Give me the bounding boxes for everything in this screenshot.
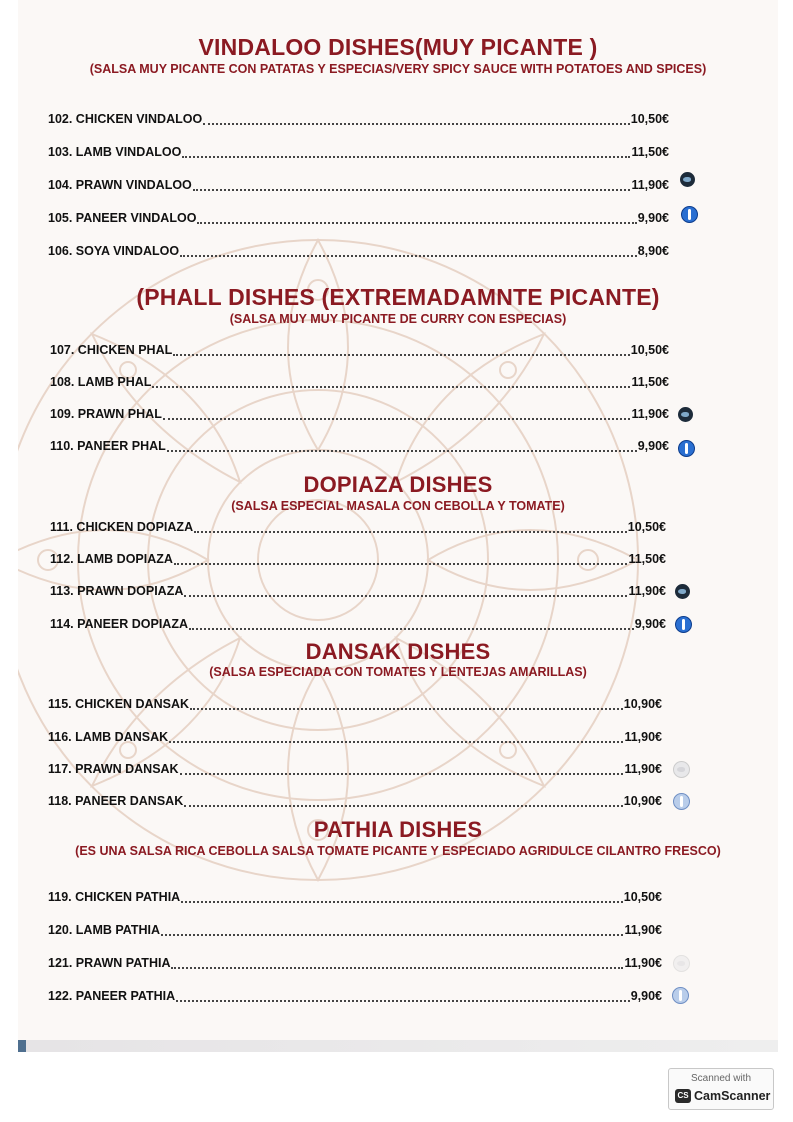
item-price: 11,90€ (624, 730, 662, 744)
section-subtitle-pathia: (ES UNA SALSA RICA CEBOLLA SALSA TOMATE PICANTE Y ESPECIADO AGRIDULCE CILANTRO FRESCO) (75, 844, 721, 858)
menu-item-119 (48, 890, 662, 906)
dot-leader (171, 967, 623, 969)
section-title-dopiaza: DOPIAZA DISHES (303, 472, 493, 497)
badge-line2: CamScanner (694, 1089, 771, 1103)
item-price: 10,90€ (623, 794, 662, 808)
item-price: 11,90€ (631, 407, 669, 421)
menu-item-115 (48, 697, 662, 713)
item-price: 11,90€ (624, 923, 662, 937)
dot-leader (152, 386, 630, 388)
item-name: 117. PRAWN DANSAK (48, 762, 179, 776)
dot-leader (176, 1000, 630, 1002)
fish-icon (673, 761, 690, 778)
item-name: 102. CHICKEN VINDALOO (48, 112, 203, 126)
item-name: 113. PRAWN DOPIAZA (50, 584, 184, 598)
section-title-pathia: PATHIA DISHES (313, 817, 483, 842)
item-price: 10,50€ (630, 343, 669, 357)
item-name: 106. SOYA VINDALOO (48, 244, 180, 258)
menu-item-113 (50, 584, 666, 600)
dot-leader (203, 123, 630, 125)
fish-icon (675, 584, 690, 599)
section-subtitle-phall: (SALSA MUY MUY PICANTE DE CURRY CON ESPECIAS) (229, 312, 567, 326)
item-price: 11,90€ (628, 584, 666, 598)
menu-item-106 (48, 244, 669, 260)
vegetarian-icon (673, 793, 690, 810)
item-name: 122. PANEER PATHIA (48, 989, 176, 1003)
dot-leader (181, 901, 623, 903)
item-price: 10,50€ (630, 112, 669, 126)
dot-leader (189, 628, 634, 630)
item-name: 115. CHICKEN DANSAK (48, 697, 190, 711)
dot-leader (180, 773, 624, 775)
menu-item-114 (50, 617, 666, 633)
dot-leader (194, 531, 627, 533)
item-price: 11,50€ (628, 552, 666, 566)
menu-item-107 (50, 343, 669, 359)
section-subtitle-dansak: (SALSA ESPECIADA CON TOMATES Y LENTEJAS AMARILLAS) (209, 665, 587, 679)
item-name: 116. LAMB DANSAK (48, 730, 169, 744)
menu-item-116 (48, 730, 662, 746)
item-name: 119. CHICKEN PATHIA (48, 890, 181, 904)
menu-item-105 (48, 211, 669, 227)
menu-item-102 (48, 112, 669, 128)
menu-item-117 (48, 762, 662, 778)
item-name: 104. PRAWN VINDALOO (48, 178, 192, 192)
item-name: 114. PANEER DOPIAZA (50, 617, 189, 631)
fish-icon (673, 955, 690, 972)
fish-icon (678, 407, 693, 422)
item-price: 11,50€ (631, 145, 669, 159)
menu-item-111 (50, 520, 666, 536)
dot-leader (182, 156, 630, 158)
dot-leader (173, 354, 630, 356)
dot-leader (193, 189, 631, 191)
item-name: 108. LAMB PHAL (50, 375, 152, 389)
vegetarian-icon (681, 206, 698, 223)
item-price: 11,50€ (631, 375, 669, 389)
item-name: 109. PRAWN PHAL (50, 407, 162, 421)
menu-item-109 (50, 407, 669, 423)
vegetarian-icon (678, 440, 695, 457)
item-price: 9,90€ (637, 439, 669, 453)
vegetarian-icon (675, 616, 692, 633)
item-price: 10,90€ (623, 697, 662, 711)
item-name: 111. CHICKEN DOPIAZA (50, 520, 194, 534)
dot-leader (169, 741, 623, 743)
menu-item-108 (50, 375, 669, 391)
section-title-phall: (PHALL DISHES (EXTREMADAMNTE PICANTE) (136, 284, 660, 310)
menu-item-121 (48, 956, 662, 972)
item-name: 118. PANEER DANSAK (48, 794, 184, 808)
menu-item-118 (48, 794, 662, 810)
section-title-dansak: DANSAK DISHES (305, 639, 491, 664)
item-price: 11,90€ (631, 178, 669, 192)
dot-leader (167, 450, 637, 452)
camscanner-badge (668, 1068, 774, 1110)
item-name: 103. LAMB VINDALOO (48, 145, 182, 159)
dot-leader (163, 418, 631, 420)
section-title-vindaloo: VINDALOO DISHES(MUY PICANTE ) (198, 34, 598, 60)
item-name: 105. PANEER VINDALOO (48, 211, 197, 225)
dot-leader (197, 222, 636, 224)
scan-edge-strip (18, 1040, 778, 1052)
item-name: 121. PRAWN PATHIA (48, 956, 171, 970)
menu-item-122 (48, 989, 662, 1005)
section-subtitle-vindaloo: (SALSA MUY PICANTE CON PATATAS Y ESPECIAS/VERY SPICY SAUCE WITH POTATOES AND SPICES) (89, 62, 707, 76)
item-price: 10,50€ (627, 520, 666, 534)
dot-leader (180, 255, 637, 257)
item-name: 110. PANEER PHAL (50, 439, 166, 453)
item-price: 8,90€ (637, 244, 669, 258)
item-name: 112. LAMB DOPIAZA (50, 552, 173, 566)
badge-line1: Scanned with (690, 1073, 752, 1084)
item-name: 120. LAMB PATHIA (48, 923, 161, 937)
item-price: 10,50€ (623, 890, 662, 904)
item-price: 9,90€ (630, 989, 662, 1003)
item-price: 9,90€ (634, 617, 666, 631)
menu-page (18, 0, 778, 1052)
menu-item-110 (50, 439, 669, 455)
item-name: 107. CHICKEN PHAL (50, 343, 173, 357)
dot-leader (184, 805, 623, 807)
dot-leader (161, 934, 623, 936)
fish-icon (680, 172, 695, 187)
menu-item-112 (50, 552, 666, 568)
dot-leader (184, 595, 627, 597)
dot-leader (174, 563, 628, 565)
camscanner-logo-icon: CS (675, 1089, 691, 1103)
item-price: 9,90€ (637, 211, 669, 225)
menu-item-103 (48, 145, 669, 161)
menu-item-120 (48, 923, 662, 939)
menu-item-104 (48, 178, 669, 194)
dot-leader (190, 708, 623, 710)
item-price: 11,90€ (624, 956, 662, 970)
vegetarian-icon (672, 987, 689, 1004)
item-price: 11,90€ (624, 762, 662, 776)
section-subtitle-dopiaza: (SALSA ESPECIAL MASALA CON CEBOLLA Y TOMATE) (231, 499, 565, 513)
